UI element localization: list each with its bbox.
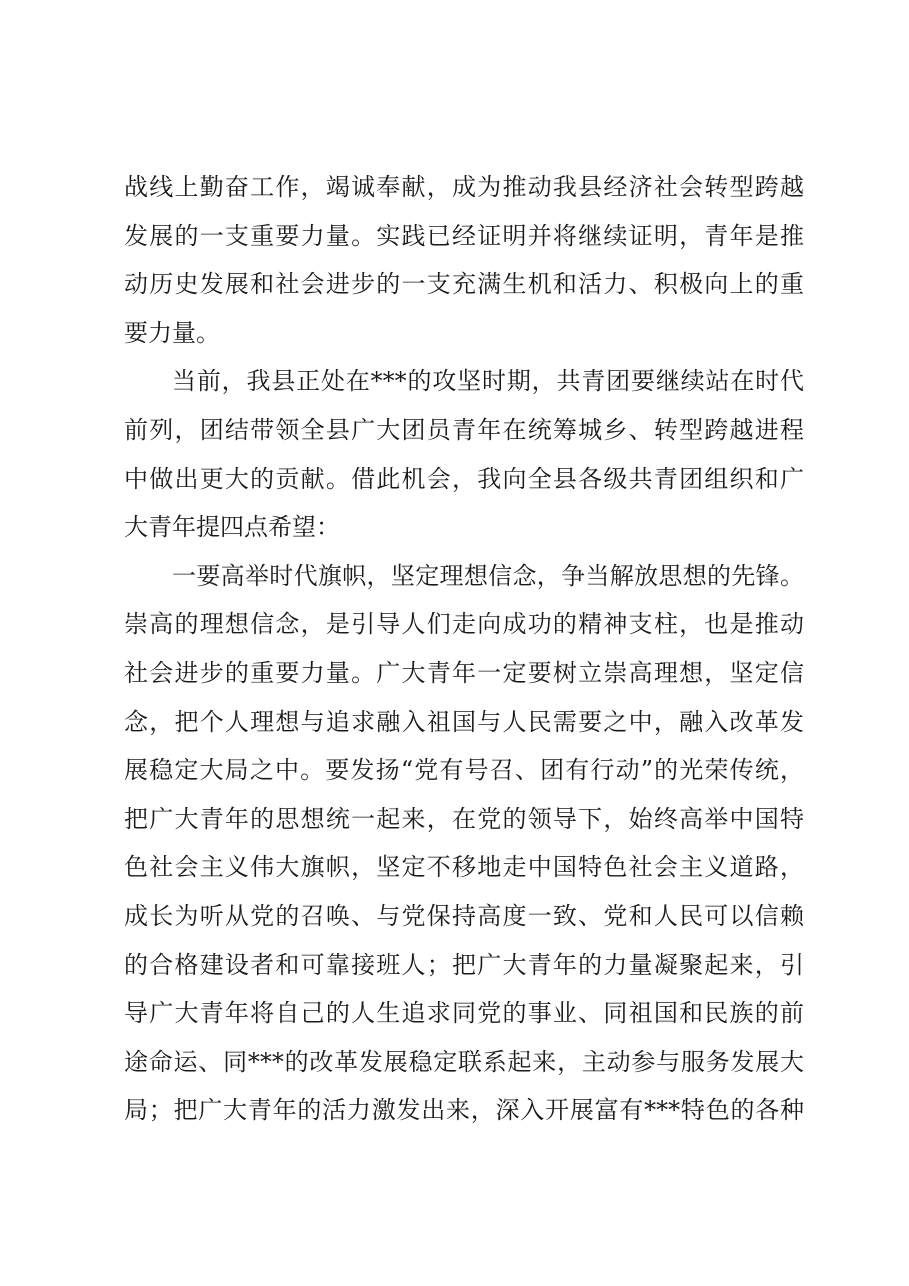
text-line: 崇高的理想信念，是引导人们走向成功的精神支柱，也是推动 — [124, 610, 804, 639]
text-line: 成长为听从党的召唤、与党保持高度一致、党和人民可以信赖 — [124, 901, 804, 930]
text-line: 导广大青年将自己的人生追求同党的事业、同祖国和民族的前 — [124, 999, 804, 1028]
text-line: 发展的一支重要力量。实践已经证明并将继续证明，青年是推 — [124, 221, 804, 250]
text-line: 中做出更大的贡献。借此机会，我向全县各级共青团组织和广 — [124, 464, 804, 493]
text-line: 当前，我县正处在***的攻坚时期，共青团要继续站在时代 — [172, 367, 804, 396]
text-line: 的合格建设者和可靠接班人；把广大青年的力量凝聚起来，引 — [124, 950, 804, 979]
text-line: 局；把广大青年的活力激发出来，深入开展富有***特色的各种 — [124, 1096, 804, 1125]
text-line: 色社会主义伟大旗帜，坚定不移地走中国特色社会主义道路， — [124, 853, 804, 882]
text-line: 前列，团结带领全县广大团员青年在统筹城乡、转型跨越进程 — [124, 415, 804, 444]
text-line: 社会进步的重要力量。广大青年一定要树立崇高理想，坚定信 — [124, 658, 804, 687]
text-line: 大青年提四点希望： — [124, 513, 340, 542]
text-line: 动历史发展和社会进步的一支充满生机和活力、积极向上的重 — [124, 270, 804, 299]
text-line: 战线上勤奋工作，竭诚奉献，成为推动我县经济社会转型跨越 — [124, 173, 804, 201]
text-line: 途命运、同***的改革发展稳定联系起来，主动参与服务发展大 — [124, 1047, 804, 1076]
text-line: 展稳定大局之中。要发扬“党有号召、团有行动”的光荣传统， — [124, 756, 804, 785]
text-line: 把广大青年的思想统一起来，在党的领导下，始终高举中国特 — [124, 804, 804, 833]
text-line: 念，把个人理想与追求融入祖国与人民需要之中，融入改革发 — [124, 707, 804, 736]
text-line: 要力量。 — [124, 318, 220, 347]
text-line: 一要高举时代旗帜，坚定理想信念，争当解放思想的先锋。 — [172, 561, 804, 590]
body-text — [124, 163, 804, 1135]
